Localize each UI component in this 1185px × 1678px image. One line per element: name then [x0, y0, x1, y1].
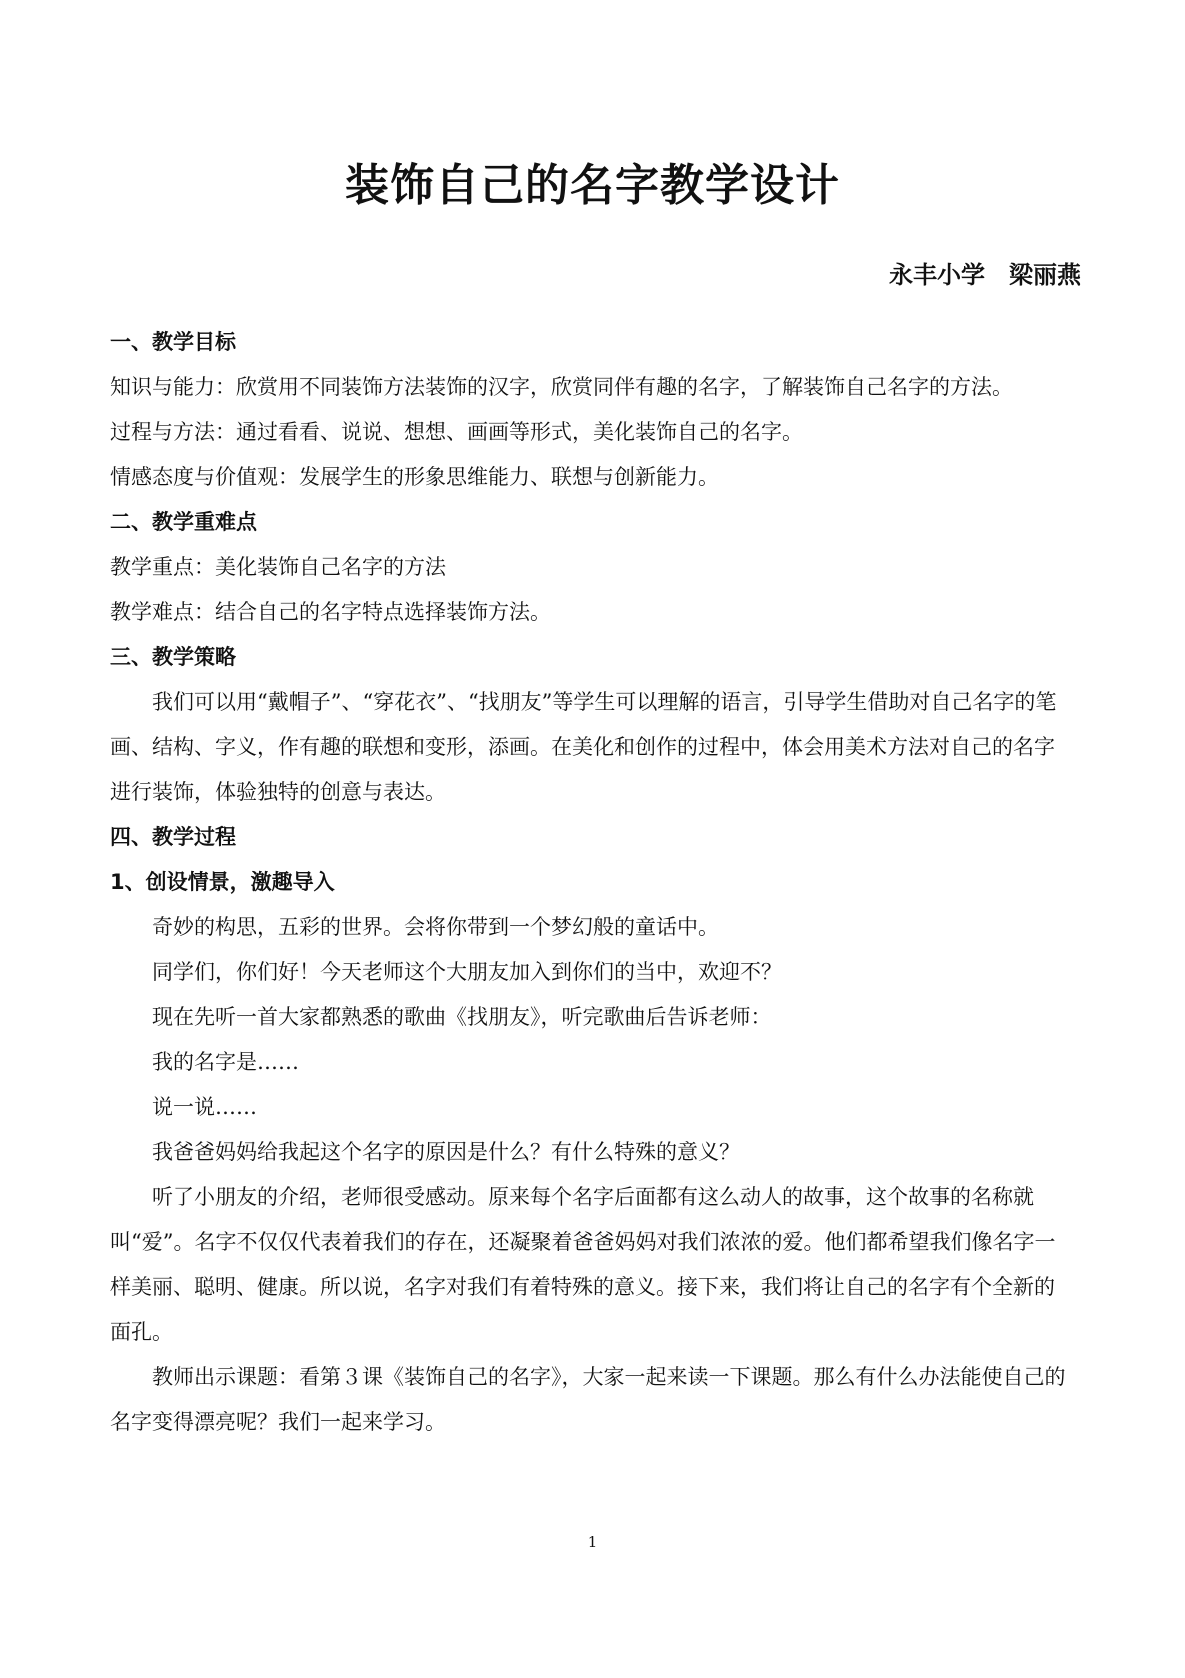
paragraph: 听了小朋友的介绍，老师很受感动。原来每个名字后面都有这么动人的故事，这个故事的名称就叫“爱”。名字不仅仅代表着我们的存在，还凝聚着爸爸妈妈对我们浓浓的爱。他们都希望我们像名字一样美丽、聪明、健康。所以说，名字对我们有着特殊的意义。接下来，我们将让自己的名字有个全新的面孔。 [110, 1185, 1056, 1344]
paragraph: 我的名字是…… [152, 1050, 299, 1074]
paragraph: 教师出示课题：看第３课《装饰自己的名字》，大家一起来读一下课题。那么有什么办法能使自己的名字变得漂亮呢？我们一起来学习。 [110, 1365, 1066, 1434]
paragraph: 现在先听一首大家都熟悉的歌曲《找朋友》，听完歌曲后告诉老师： [152, 1005, 772, 1029]
document-body [110, 320, 1075, 1445]
paragraph: 我爸爸妈妈给我起这个名字的原因是什么？有什么特殊的意义？ [152, 1140, 740, 1164]
page-number: 1 [587, 1533, 598, 1551]
section-heading-key-points: 二、教学重难点 [110, 510, 257, 534]
subsection-heading: 1、创设情景，激趣导入 [110, 870, 335, 894]
paragraph: 教学重点：美化装饰自己名字的方法 [110, 555, 446, 579]
author-line: 永丰小学 梁丽燕 [889, 261, 1081, 289]
paragraph: 说一说…… [152, 1095, 257, 1119]
paragraph: 情感态度与价值观：发展学生的形象思维能力、联想与创新能力。 [110, 465, 719, 489]
paragraph: 知识与能力：欣赏用不同装饰方法装饰的汉字，欣赏同伴有趣的名字，了解装饰自己名字的方法。 [110, 375, 1013, 399]
paragraph: 教学难点：结合自己的名字特点选择装饰方法。 [110, 600, 551, 624]
paragraph: 同学们，你们好！今天老师这个大朋友加入到你们的当中，欢迎不？ [152, 960, 782, 984]
section-heading-process: 四、教学过程 [110, 825, 236, 849]
paragraph: 奇妙的构思，五彩的世界。会将你带到一个梦幻般的童话中。 [152, 915, 719, 939]
section-heading-strategy: 三、教学策略 [110, 645, 236, 669]
paragraph: 过程与方法：通过看看、说说、想想、画画等形式，美化装饰自己的名字。 [110, 420, 803, 444]
document-title: 装饰自己的名字教学设计 [345, 160, 840, 211]
paragraph: 我们可以用“戴帽子”、“穿花衣”、“找朋友”等学生可以理解的语言，引导学生借助对自己名字的笔画、结构、字义，作有趣的联想和变形，添画。在美化和创作的过程中，体会用美术方法对自己的名字进行装饰，体验独特的创意与表达。 [110, 690, 1057, 804]
section-heading-objectives: 一、教学目标 [110, 330, 236, 354]
